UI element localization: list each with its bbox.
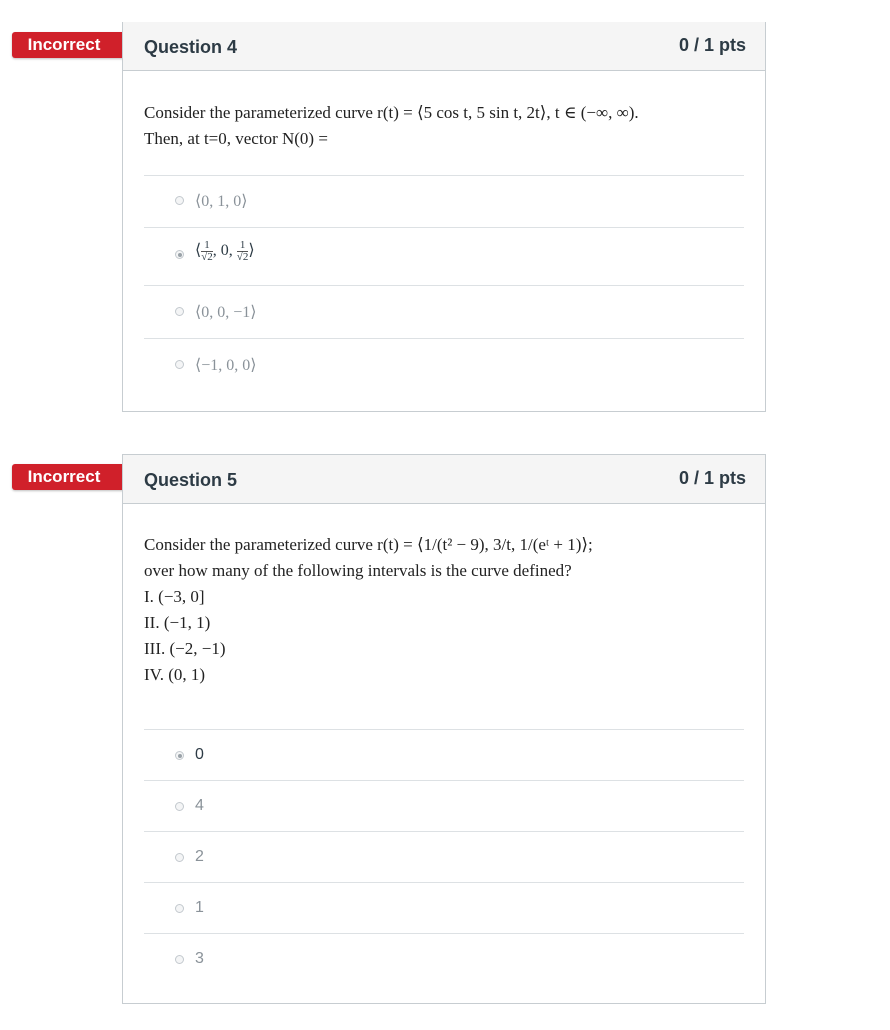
answer-option[interactable] xyxy=(144,227,744,285)
question-text xyxy=(123,100,765,152)
bracket-close: ⟩ xyxy=(248,242,255,260)
answer-option[interactable] xyxy=(144,285,744,338)
fraction-numerator: 1 xyxy=(201,240,213,252)
answer-option[interactable] xyxy=(144,831,744,882)
fraction xyxy=(237,240,249,263)
answer-list xyxy=(144,175,744,391)
answer-label: 0 xyxy=(195,746,204,763)
interval-item: III. (−2, −1) xyxy=(144,639,226,658)
question-title: Question 5 xyxy=(144,470,238,490)
question-header xyxy=(123,455,765,504)
interval-item: I. (−3, 0] xyxy=(144,587,205,606)
radio-button[interactable] xyxy=(175,307,184,316)
answer-label xyxy=(195,240,255,263)
incorrect-badge: Incorrect xyxy=(12,32,124,58)
answer-label: ⟨0, 0, −1⟩ xyxy=(195,304,257,321)
answer-label: ⟨0, 1, 0⟩ xyxy=(195,193,248,210)
answer-label: 2 xyxy=(195,848,204,865)
question-text-line: Then, at t=0, vector N(0) = xyxy=(144,129,328,148)
radio-button[interactable] xyxy=(175,955,184,964)
answer-label: 3 xyxy=(195,950,204,967)
radio-button[interactable] xyxy=(175,360,184,369)
question-header xyxy=(123,22,765,71)
answer-option[interactable] xyxy=(144,338,744,391)
radio-button[interactable] xyxy=(175,802,184,811)
answer-list xyxy=(144,729,744,984)
answer-option[interactable] xyxy=(144,780,744,831)
question-text xyxy=(123,532,765,688)
radio-button[interactable] xyxy=(175,751,184,760)
fraction-numerator: 1 xyxy=(237,240,249,252)
incorrect-badge: Incorrect xyxy=(12,464,124,490)
question-text-line: Consider the parameterized curve r(t) = ⟨1/(t² − 9), 3/t, 1/(eᵗ + 1)⟩; xyxy=(144,535,593,554)
radio-button[interactable] xyxy=(175,196,184,205)
question-points: 0 / 1 pts xyxy=(678,35,746,55)
radio-button[interactable] xyxy=(175,904,184,913)
answer-label: 1 xyxy=(195,899,204,916)
answer-mid: , 0, xyxy=(212,242,237,260)
question-text-line: Consider the parameterized curve r(t) = ⟨5 cos t, 5 sin t, 2t⟩, t ∈ (−∞, ∞). xyxy=(144,103,639,122)
fraction xyxy=(201,240,213,263)
question-4-card xyxy=(122,22,766,412)
question-points: 0 / 1 pts xyxy=(678,468,746,488)
answer-label: ⟨−1, 0, 0⟩ xyxy=(195,357,257,374)
interval-item: IV. (0, 1) xyxy=(144,665,206,684)
answer-option[interactable] xyxy=(144,882,744,933)
answer-option[interactable] xyxy=(144,729,744,780)
fraction-denominator: √2 xyxy=(201,251,213,263)
question-title: Question 4 xyxy=(144,37,238,57)
question-5-card xyxy=(122,454,766,1004)
answer-option[interactable] xyxy=(144,933,744,984)
bracket-open: ⟨ xyxy=(195,242,202,260)
question-text-line: over how many of the following intervals is the curve defined? xyxy=(144,561,572,580)
answer-label: 4 xyxy=(195,797,204,814)
radio-button[interactable] xyxy=(175,250,184,259)
fraction-denominator: √2 xyxy=(236,251,249,263)
interval-item: II. (−1, 1) xyxy=(144,613,211,632)
radio-button[interactable] xyxy=(175,853,184,862)
answer-option[interactable] xyxy=(144,175,744,227)
